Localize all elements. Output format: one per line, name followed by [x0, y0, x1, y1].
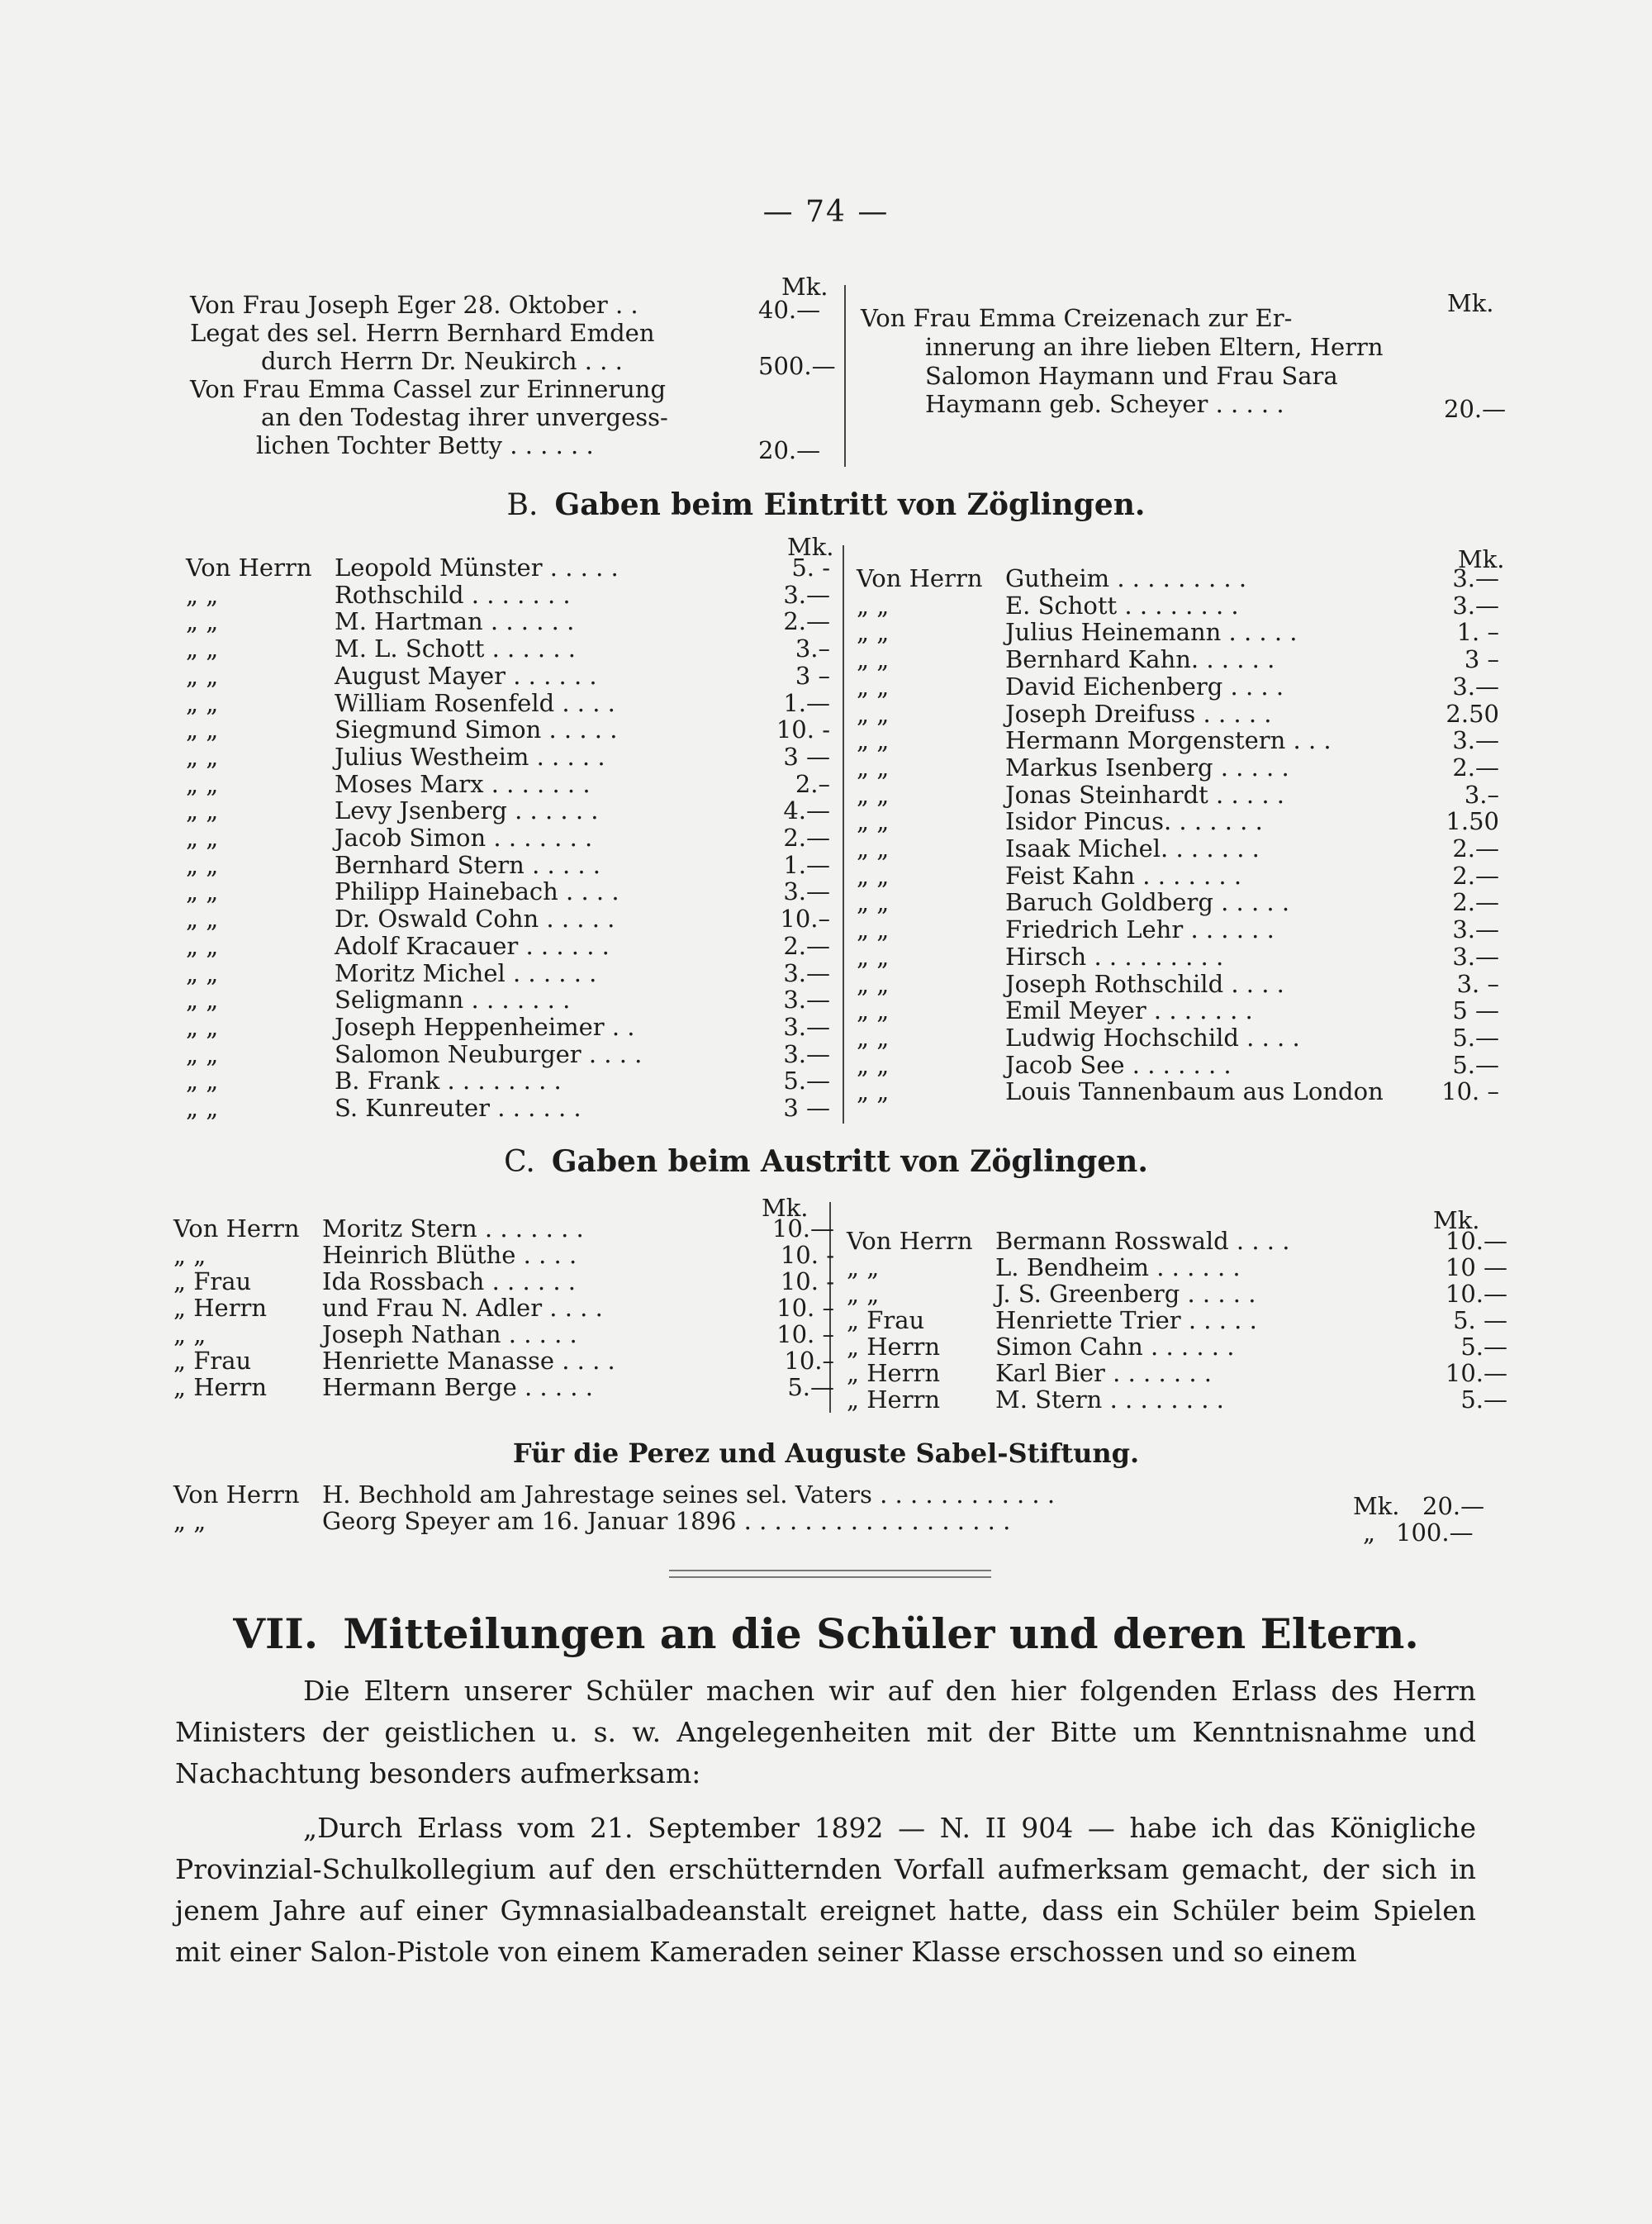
row-lead: „ „ [857, 699, 890, 728]
section-c-currency-left: Mk. [762, 1194, 809, 1222]
perez-heading: Für die Perez und Auguste Sabel-Stiftung. [512, 1438, 1140, 1469]
top-left-line: Von Frau Emma Cassel zur Erinnerung [190, 375, 667, 403]
top-right-line-3: Salomon Haymann und Frau Sara [925, 362, 1338, 390]
row-amount: 5. - [791, 554, 830, 582]
donor-row [173, 1294, 834, 1322]
row-lead: „ „ [186, 607, 219, 636]
row-amount: 3.— [783, 1039, 830, 1068]
donor-row [847, 1333, 1507, 1361]
row-name: Jonas Steinhardt . . . . . [1005, 780, 1285, 809]
row-amount: 10. – [776, 1320, 834, 1348]
row-lead: „ „ [857, 915, 890, 944]
row-lead: „ Herrn [847, 1359, 941, 1387]
row-name: Dr. Oswald Cohn . . . . . [335, 905, 615, 934]
row-name: Rothschild . . . . . . . [335, 580, 571, 609]
row-lead: „ Herrn [173, 1294, 268, 1322]
row-lead: „ „ [857, 834, 890, 863]
donor-row [186, 689, 830, 717]
section-vii-title: Mitteilungen an die Schüler und deren Eltern. [343, 1609, 1419, 1658]
row-lead: „ Herrn [847, 1333, 941, 1361]
row-lead: „ „ [186, 986, 219, 1015]
row-lead: „ „ [173, 1320, 206, 1348]
row-amount: 5.— [1452, 1050, 1499, 1079]
row-lead: „ „ [186, 877, 219, 906]
row-amount: 2.— [1452, 753, 1499, 782]
top-left-amount: 40.— [758, 296, 821, 324]
row-amount: 3 — [783, 1094, 830, 1122]
row-amount: 3. – [1456, 969, 1499, 998]
section-vii-number: VII. [233, 1609, 319, 1658]
row-amount: 10. - [780, 1267, 834, 1295]
donor-row [186, 607, 830, 635]
row-name: Hermann Berge . . . . . [322, 1373, 593, 1401]
row-amount: 3.– [1464, 780, 1499, 809]
row-amount: 3.— [783, 877, 830, 906]
row-amount: 10.– [784, 1347, 834, 1375]
row-lead: „ „ [186, 931, 219, 960]
row-name: Adolf Kracauer . . . . . . [335, 931, 610, 960]
row-lead: „ Frau [173, 1267, 252, 1295]
row-amount: 2.– [795, 769, 830, 798]
row-lead: „ „ [186, 905, 219, 934]
perez-row-text: Georg Speyer am 16. Januar 1896 . . . . . . . . . . . . . . . . . . [322, 1507, 1011, 1535]
section-b-currency-left: Mk. [787, 533, 834, 561]
top-right-amount: 20.— [1444, 395, 1507, 423]
row-name: Julius Heinemann . . . . . [1005, 618, 1298, 647]
row-name: Simon Cahn . . . . . . [995, 1333, 1235, 1361]
row-name: Karl Bier . . . . . . . [995, 1359, 1212, 1387]
donor-row [847, 1385, 1507, 1414]
row-name: B. Frank . . . . . . . . [335, 1067, 562, 1095]
row-lead: „ „ [857, 969, 890, 998]
row-lead: „ „ [857, 996, 890, 1025]
donor-row [847, 1253, 1507, 1281]
row-lead: Von Herrn [857, 564, 983, 592]
row-name: Isaak Michel. . . . . . . [1005, 834, 1260, 863]
row-name: M. L. Schott . . . . . . [335, 634, 576, 663]
row-name: und Frau N. Adler . . . . [322, 1294, 603, 1322]
row-amount: 1.50 [1446, 807, 1499, 836]
row-lead: „ Frau [847, 1306, 925, 1334]
donor-row [186, 662, 830, 690]
paragraph-text: Die Eltern unserer Schüler machen wir auf den hier folgenden Erlass des Herrn Ministers der geistlichen u. s. w. Angelegenheiten mit der Bitte um Kenntnisnahme und Nachachtung besonders aufmerksam: [175, 1675, 1476, 1789]
donor-row [186, 959, 830, 987]
donor-row [186, 1067, 830, 1095]
row-lead: „ Frau [173, 1347, 252, 1375]
section-c-title: Gaben beim Austritt von Zöglingen. [551, 1144, 1148, 1179]
perez-row-amount: 100.— [1396, 1518, 1474, 1547]
donor-row [186, 1040, 830, 1068]
row-amount: 5.— [783, 1067, 830, 1095]
row-lead: Von Herrn [847, 1227, 973, 1255]
donor-row [857, 700, 1501, 728]
row-amount: 3.— [1452, 564, 1499, 592]
row-lead: „ „ [857, 861, 890, 890]
row-lead: Von Herrn [186, 554, 312, 582]
row-amount: 10.— [1445, 1280, 1507, 1308]
row-amount: 4.— [783, 796, 830, 825]
row-name: Joseph Nathan . . . . . [322, 1320, 577, 1348]
donor-row [857, 807, 1501, 835]
donor-row [173, 1267, 834, 1295]
row-amount: 2.— [1452, 861, 1499, 890]
donor-row [186, 986, 830, 1014]
row-lead: „ „ [857, 753, 890, 782]
top-right-line-4: Haymann geb. Scheyer . . . . . [925, 390, 1284, 418]
row-name: Feist Kahn . . . . . . . [1005, 861, 1242, 890]
row-amount: 10. - [776, 715, 830, 744]
perez-row-amount: 20.— [1422, 1492, 1485, 1520]
row-lead: „ „ [857, 807, 890, 836]
row-amount: 2.— [1452, 834, 1499, 863]
row-amount: 3.— [783, 958, 830, 987]
section-b-title: Gaben beim Eintritt von Zöglingen. [554, 487, 1146, 522]
row-lead: „ „ [186, 796, 219, 825]
donor-row [186, 796, 830, 824]
donor-row [857, 943, 1501, 971]
donor-row [186, 1013, 830, 1041]
donor-row [857, 1024, 1501, 1052]
row-name: Siegmund Simon . . . . . [335, 715, 618, 744]
row-name: Emil Meyer . . . . . . . [1005, 996, 1253, 1025]
row-name: Hermann Morgenstern . . . [1005, 726, 1332, 755]
donor-row [186, 1094, 830, 1122]
row-name: Isidor Pincus. . . . . . . [1005, 807, 1263, 836]
row-name: Heinrich Blüthe . . . . [322, 1241, 577, 1269]
donor-row [857, 726, 1501, 754]
row-name: Joseph Dreifuss . . . . . [1005, 699, 1272, 728]
donor-row [857, 645, 1501, 673]
row-name: Joseph Rothschild . . . . [1005, 969, 1284, 998]
row-amount: 5. — [1453, 1306, 1507, 1334]
row-name: J. S. Greenberg . . . . . [995, 1280, 1256, 1308]
row-lead: „ „ [847, 1280, 880, 1308]
row-amount: 5.— [1452, 1023, 1499, 1052]
row-name: Seligmann . . . . . . . [335, 986, 571, 1015]
row-lead: „ „ [186, 1094, 219, 1122]
section-b-currency-right: Mk. [1458, 545, 1505, 573]
row-lead: „ „ [186, 580, 219, 609]
donor-row [857, 592, 1501, 620]
row-name: Ida Rossbach . . . . . . [322, 1267, 576, 1295]
top-right-line-2: innerung an ihre lieben Eltern, Herrn [925, 333, 1384, 361]
row-lead: „ „ [186, 769, 219, 798]
row-lead: „ „ [857, 645, 890, 674]
row-amount: 2.— [1452, 888, 1499, 917]
row-name: Hirsch . . . . . . . . . [1005, 942, 1224, 971]
row-name: Jacob Simon . . . . . . . [335, 824, 593, 852]
row-amount: 5.— [1460, 1333, 1507, 1361]
row-lead: „ „ [186, 824, 219, 852]
row-lead: „ Herrn [847, 1385, 941, 1414]
row-lead: „ „ [186, 1067, 219, 1095]
row-lead: „ „ [186, 1012, 219, 1041]
donor-row [173, 1241, 834, 1269]
row-amount: 2.— [783, 607, 830, 636]
donor-row [847, 1280, 1507, 1308]
row-name: M. Stern . . . . . . . . [995, 1385, 1224, 1414]
row-lead: „ „ [186, 742, 219, 771]
row-amount: 5 — [1452, 996, 1499, 1025]
row-lead: „ „ [857, 1050, 890, 1079]
row-lead: „ „ [857, 888, 890, 917]
row-lead: „ „ [857, 1077, 890, 1106]
top-right-line-1: Von Frau Emma Creizenach zur Er- [861, 304, 1293, 332]
row-lead: „ „ [857, 780, 890, 809]
row-amount: 3.— [1452, 726, 1499, 755]
row-amount: 10 — [1445, 1253, 1507, 1281]
row-name: Markus Isenberg . . . . . [1005, 753, 1289, 782]
donor-row [857, 1077, 1501, 1105]
row-name: Henriette Manasse . . . . [322, 1347, 615, 1375]
section-b-divider [843, 545, 844, 1124]
row-amount: 2.— [783, 931, 830, 960]
row-amount: 1.— [783, 688, 830, 717]
row-amount: 10.— [771, 1214, 834, 1243]
row-amount: 3.— [783, 1012, 830, 1041]
row-name: Joseph Heppenheimer . . [335, 1012, 635, 1041]
donor-row [186, 851, 830, 879]
row-lead: „ „ [857, 672, 890, 701]
donor-row [186, 877, 830, 905]
row-name: Moritz Stern . . . . . . . [322, 1214, 584, 1243]
donor-row [857, 753, 1501, 782]
row-amount: 2.50 [1446, 699, 1499, 728]
row-amount: 3.— [783, 986, 830, 1015]
row-lead: „ „ [857, 942, 890, 971]
row-name: Gutheim . . . . . . . . . [1005, 564, 1247, 592]
row-name: Levy Jsenberg . . . . . . [335, 796, 599, 825]
donor-row [857, 834, 1501, 863]
donor-row [857, 564, 1501, 592]
top-left-amount: 500.— [758, 352, 836, 380]
row-amount: 10. – [776, 1294, 834, 1322]
section-b-letter: B. [506, 488, 539, 522]
row-amount: 3.— [783, 580, 830, 609]
row-name: William Rosenfeld . . . . [335, 688, 615, 717]
donor-row [857, 1051, 1501, 1079]
row-name: Salomon Neuburger . . . . [335, 1039, 643, 1068]
donor-row [186, 824, 830, 852]
row-lead: Von Herrn [173, 1214, 300, 1243]
row-amount: 5.— [787, 1373, 834, 1401]
row-lead: „ „ [186, 715, 219, 744]
row-lead: „ „ [186, 661, 219, 690]
donor-row [173, 1373, 834, 1401]
currency-header-right: Mk. [1447, 289, 1494, 317]
row-name: Leopold Münster . . . . . [335, 554, 619, 582]
row-amount: 10. - [780, 1241, 834, 1269]
row-name: Bermann Rosswald . . . . [995, 1227, 1290, 1255]
top-left-line: lichen Tochter Betty . . . . . . [256, 431, 594, 459]
row-name: S. Kunreuter . . . . . . [335, 1094, 582, 1122]
row-amount: 10.– [780, 905, 830, 934]
row-name: Friedrich Lehr . . . . . . [1005, 915, 1275, 944]
row-name: Philipp Hainebach . . . . [335, 877, 620, 906]
row-amount: 10.— [1445, 1359, 1507, 1387]
section-c-currency-right: Mk. [1433, 1206, 1480, 1234]
row-name: Julius Westheim . . . . . [335, 742, 605, 771]
page-number: — 74 — [762, 195, 890, 229]
section-c-heading [0, 1144, 1652, 1179]
donor-row [857, 996, 1501, 1024]
row-name: Bernhard Stern . . . . . [335, 850, 601, 879]
column-divider [844, 285, 846, 467]
section-vii-paragraph-2 [175, 1808, 1476, 1973]
row-lead: „ „ [857, 591, 890, 620]
donor-row [186, 905, 830, 933]
row-name: E. Schott . . . . . . . . [1005, 591, 1239, 620]
row-amount: 3 — [783, 742, 830, 771]
donor-row [857, 618, 1501, 646]
double-rule-divider [669, 1570, 991, 1578]
section-b-heading [0, 487, 1652, 522]
donor-row [186, 554, 830, 582]
row-name: Moses Marx . . . . . . . [335, 769, 591, 798]
row-lead: „ Herrn [173, 1373, 268, 1401]
row-lead: „ „ [186, 958, 219, 987]
row-lead: „ „ [186, 1039, 219, 1068]
row-lead: „ „ [857, 1023, 890, 1052]
row-name: Henriette Trier . . . . . [995, 1306, 1257, 1334]
perez-row-lead: Von Herrn [173, 1480, 300, 1509]
top-left-line: durch Herrn Dr. Neukirch . . . [261, 347, 623, 375]
row-amount: 10. – [1441, 1077, 1499, 1106]
donor-row [173, 1320, 834, 1348]
donor-row [857, 781, 1501, 809]
donor-row [173, 1214, 834, 1243]
row-lead: „ „ [857, 726, 890, 755]
donor-row [857, 970, 1501, 998]
row-amount: 3 – [795, 661, 830, 690]
donor-row [186, 743, 830, 771]
donor-row [847, 1227, 1507, 1255]
row-lead: „ „ [186, 634, 219, 663]
row-amount: 3.— [1452, 915, 1499, 944]
donor-row [857, 915, 1501, 943]
row-name: Ludwig Hochschild . . . . [1005, 1023, 1300, 1052]
row-amount: 10.— [1445, 1227, 1507, 1255]
row-amount: 3 – [1464, 645, 1499, 674]
section-vii-paragraph-1 [175, 1670, 1476, 1794]
row-amount: 5.— [1460, 1385, 1507, 1414]
row-lead: „ „ [186, 850, 219, 879]
perez-row-unit: „ [1363, 1518, 1376, 1547]
row-name: Louis Tannenbaum aus London [1005, 1077, 1384, 1106]
donor-row [173, 1347, 834, 1375]
top-left-line: Von Frau Joseph Eger 28. Oktober . . [190, 291, 638, 319]
row-amount: 3.– [795, 634, 830, 663]
row-name: Bernhard Kahn. . . . . . [1005, 645, 1275, 674]
row-amount: 1.— [783, 850, 830, 879]
perez-row-text: H. Bechhold am Jahrestage seines sel. Vaters . . . . . . . . . . . . [322, 1480, 1056, 1509]
row-lead: „ „ [857, 618, 890, 647]
row-lead: „ „ [173, 1241, 206, 1269]
row-name: Baruch Goldberg . . . . . [1005, 888, 1290, 917]
donor-row [847, 1359, 1507, 1387]
row-name: M. Hartman . . . . . . [335, 607, 575, 636]
perez-row-unit: Mk. [1353, 1492, 1400, 1520]
donor-row [186, 932, 830, 960]
section-c-letter: C. [504, 1145, 535, 1179]
donor-row [186, 634, 830, 663]
row-name: Jacob See . . . . . . . [1005, 1050, 1232, 1079]
top-left-line: an den Todestag ihrer unvergess- [261, 403, 668, 431]
row-name: August Mayer . . . . . . [335, 661, 597, 690]
currency-header-left: Mk. [781, 273, 828, 301]
donor-row [186, 770, 830, 798]
donor-row [857, 888, 1501, 916]
row-lead: „ „ [186, 688, 219, 717]
section-vii-heading [0, 1609, 1652, 1658]
paragraph-text: „Durch Erlass vom 21. September 1892 — N. II 904 — habe ich das Königliche Provinzial-Schulkollegium auf den erschütternden Vorfall aufmerksam gemacht, der sich in jenem Jahre auf einer Gymnasialbadeanstalt ereignet hatte, dass ein Schüler beim Spielen mit einer Salon-Pistole von einem Kameraden seiner Klasse erschossen und so einem [175, 1812, 1476, 1968]
donor-row [857, 862, 1501, 890]
donor-row [186, 715, 830, 744]
row-amount: 3.— [1452, 591, 1499, 620]
perez-row-lead: „ „ [173, 1507, 206, 1535]
top-left-line: Legat des sel. Herrn Bernhard Emden [190, 319, 655, 347]
row-name: L. Bendheim . . . . . . [995, 1253, 1241, 1281]
top-left-amount: 20.— [758, 436, 821, 464]
row-name: David Eichenberg . . . . [1005, 672, 1284, 701]
row-amount: 3.— [1452, 672, 1499, 701]
donor-row [847, 1306, 1507, 1334]
row-amount: 1. – [1456, 618, 1499, 647]
row-lead: „ „ [847, 1253, 880, 1281]
donor-row [857, 672, 1501, 701]
donor-row [186, 581, 830, 609]
row-amount: 3.— [1452, 942, 1499, 971]
row-amount: 2.— [783, 824, 830, 852]
row-name: Moritz Michel . . . . . . [335, 958, 597, 987]
